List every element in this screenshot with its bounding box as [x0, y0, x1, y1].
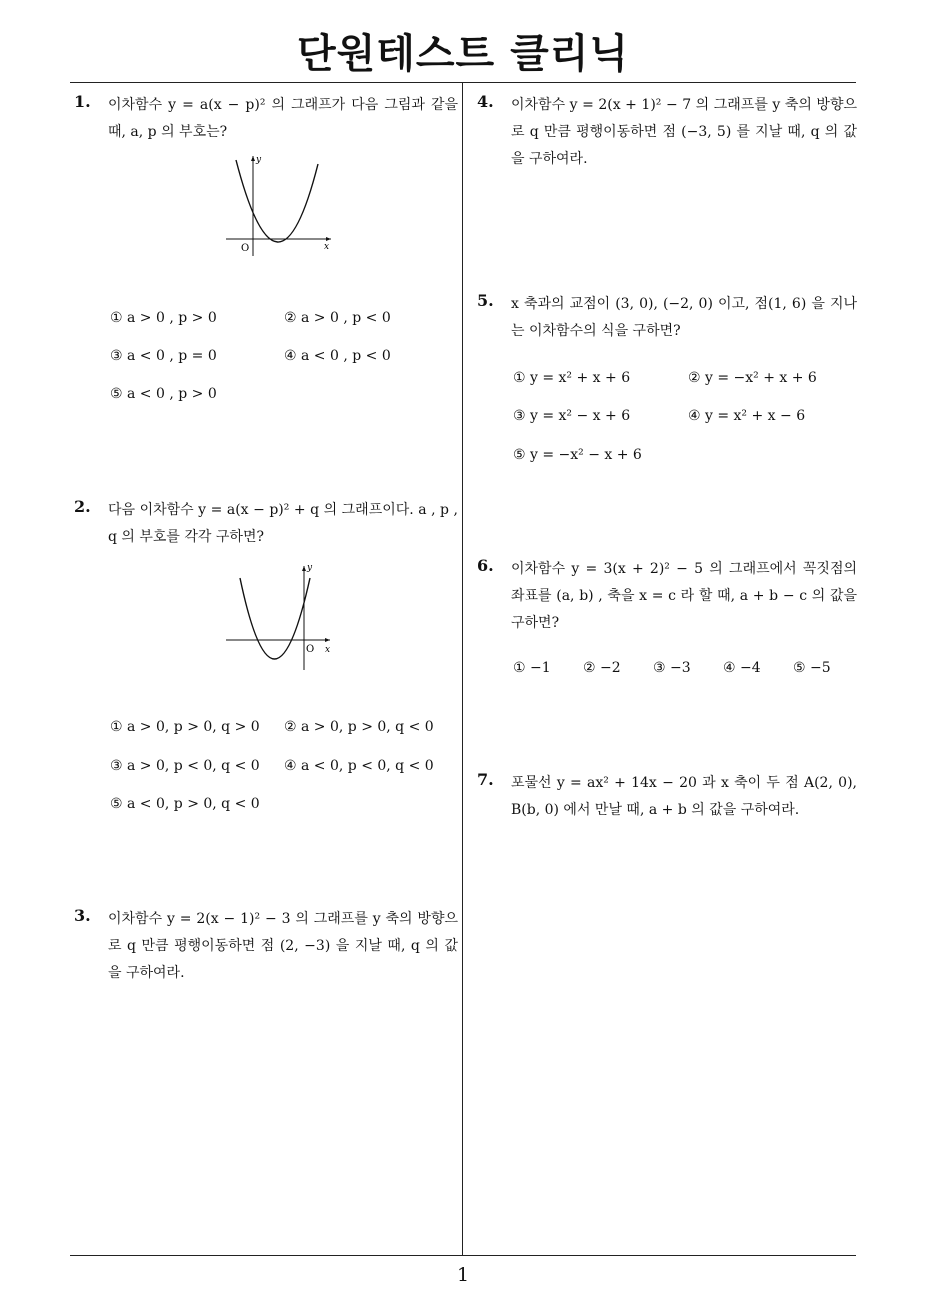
q5-option-5[interactable]: ⑤ y = −x² − x + 6: [513, 447, 642, 463]
question-number: 3.: [74, 906, 91, 925]
question-text: 이차함수 y = 3(x + 2)² − 5 의 그래프에서 꼭짓점의 좌표를 (a, b) , 축을 x = c 라 할 때, a + b − c 의 값을 구하면?: [511, 561, 857, 631]
question-number: 5.: [477, 291, 494, 310]
origin-label: O: [306, 644, 315, 655]
question-text: 다음 이차함수 y = a(x − p)² + q 의 그래프이다. a , p , q 의 부호를 각각 구하면?: [108, 502, 458, 545]
q2-parabola-graph: [224, 560, 336, 672]
q6-option-2[interactable]: ② −2: [583, 660, 621, 676]
q1-option-5[interactable]: ⑤ a < 0 , p > 0: [110, 386, 217, 402]
q1-option-2[interactable]: ② a > 0 , p < 0: [284, 310, 391, 326]
q5-option-3[interactable]: ③ y = x² − x + 6: [513, 408, 631, 424]
q1-parabola-graph: [226, 152, 336, 260]
question-text: 포물선 y = ax² + 14x − 20 과 x 축이 두 점 A(2, 0), B(b, 0) 에서 만날 때, a + b 의 값을 구하여라.: [511, 775, 857, 818]
question-text: 이차함수 y = a(x − p)² 의 그래프가 다음 그림과 같을 때, a, p 의 부호는?: [108, 97, 458, 140]
q5-option-4[interactable]: ④ y = x² + x − 6: [688, 408, 806, 424]
y-label: y: [307, 563, 313, 573]
page-number: 1: [456, 1264, 470, 1286]
x-label: x: [325, 645, 331, 655]
origin-label: O: [241, 243, 250, 254]
q2-option-5[interactable]: ⑤ a < 0, p > 0, q < 0: [110, 796, 260, 812]
column-divider: [462, 83, 463, 1255]
question-text: x 축과의 교점이 (3, 0), (−2, 0) 이고, 점(1, 6) 을 지나는 이차함수의 식을 구하면?: [511, 296, 857, 339]
q1-option-3[interactable]: ③ a < 0 , p = 0: [110, 348, 217, 364]
q6-option-4[interactable]: ④ −4: [723, 660, 761, 676]
top-rule: [70, 82, 856, 83]
question-number: 1.: [74, 92, 91, 111]
bottom-rule: [70, 1255, 856, 1256]
question-number: 6.: [477, 556, 494, 575]
page-title: 단원테스트 클리닉: [296, 31, 630, 77]
y-label: y: [256, 155, 262, 165]
q6-option-1[interactable]: ① −1: [513, 660, 551, 676]
q2-option-1[interactable]: ① a > 0, p > 0, q > 0: [110, 719, 260, 735]
q2-option-4[interactable]: ④ a < 0, p < 0, q < 0: [284, 758, 434, 774]
q6-option-5[interactable]: ⑤ −5: [793, 660, 831, 676]
question-number: 4.: [477, 92, 494, 111]
question-text: 이차함수 y = 2(x + 1)² − 7 의 그래프를 y 축의 방향으로 q 만큼 평행이동하면 점 (−3, 5) 를 지날 때, q 의 값을 구하여라.: [511, 97, 857, 167]
q5-option-1[interactable]: ① y = x² + x + 6: [513, 370, 631, 386]
parabola-curve: [236, 160, 318, 242]
q5-option-2[interactable]: ② y = −x² + x + 6: [688, 370, 817, 386]
q6-option-3[interactable]: ③ −3: [653, 660, 691, 676]
question-number: 2.: [74, 497, 91, 516]
parabola-curve: [240, 578, 310, 659]
question-text: 이차함수 y = 2(x − 1)² − 3 의 그래프를 y 축의 방향으로 q 만큼 평행이동하면 점 (2, −3) 을 지날 때, q 의 값을 구하여라.: [108, 911, 458, 981]
q2-option-3[interactable]: ③ a > 0, p < 0, q < 0: [110, 758, 260, 774]
q1-option-1[interactable]: ① a > 0 , p > 0: [110, 310, 217, 326]
question-number: 7.: [477, 770, 494, 789]
q1-option-4[interactable]: ④ a < 0 , p < 0: [284, 348, 391, 364]
x-label: x: [324, 242, 330, 252]
q2-option-2[interactable]: ② a > 0, p > 0, q < 0: [284, 719, 434, 735]
